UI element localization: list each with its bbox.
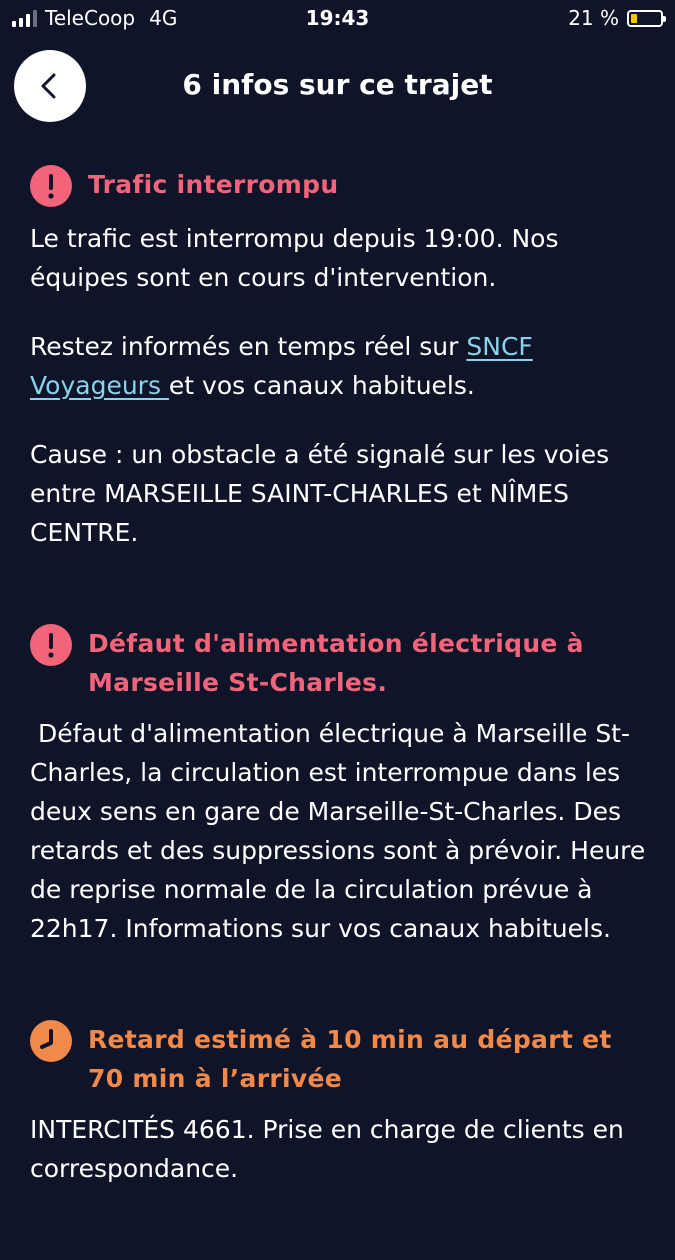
alert-title: Défaut d'alimentation électrique à Marseille St-Charles. (88, 629, 584, 697)
alert-title: Retard estimé à 10 min au départ et 70 min à l’arrivée (88, 1025, 612, 1093)
carrier-name: TeleCoop (45, 6, 136, 30)
clock-icon (30, 1020, 72, 1062)
alert-text: INTERCITÉS 4661. Prise en charge de clients en correspondance. (30, 1115, 624, 1183)
battery-icon (627, 10, 663, 27)
alert-title: Trafic interrompu (88, 170, 339, 199)
alert-text: Défaut d'alimentation électrique à Marseille St-Charles, la circulation est interrompue dans les deux sens en gare de Marseille-St-Charles. Des retards et des suppressions sont à prévoir. Heure de reprise normale de la circulation prévue à 22h17. Informations sur vos canaux habituels. (30, 719, 654, 943)
alert-power-failure (30, 624, 654, 948)
alerts-list (30, 165, 654, 1260)
alert-text-part: Restez informés en temps réel sur (30, 332, 467, 361)
alert-text-part: et vos canaux habituels. (168, 371, 475, 400)
sncf-voyageurs-link[interactable]: SNCF Voyageurs (30, 332, 533, 400)
battery-percent: 21 % (568, 6, 619, 30)
alert-delay (30, 1020, 650, 1188)
alert-text (30, 327, 650, 405)
alert-text: Le trafic est interrompu depuis 19:00. Nos équipes sont en cours d'intervention. (30, 224, 559, 292)
exclamation-icon (30, 165, 72, 207)
clock: 19:43 (305, 6, 370, 30)
header (0, 50, 675, 122)
exclamation-icon (30, 624, 72, 666)
page-title: 6 infos sur ce trajet (182, 68, 493, 101)
alert-traffic-interrupted (30, 165, 650, 552)
battery-level (631, 14, 637, 23)
status-bar (0, 0, 675, 38)
network-type: 4G (149, 6, 178, 30)
alert-cause: Cause : un obstacle a été signalé sur les voies entre MARSEILLE SAINT-CHARLES et NÎMES CENTRE. (30, 440, 610, 547)
